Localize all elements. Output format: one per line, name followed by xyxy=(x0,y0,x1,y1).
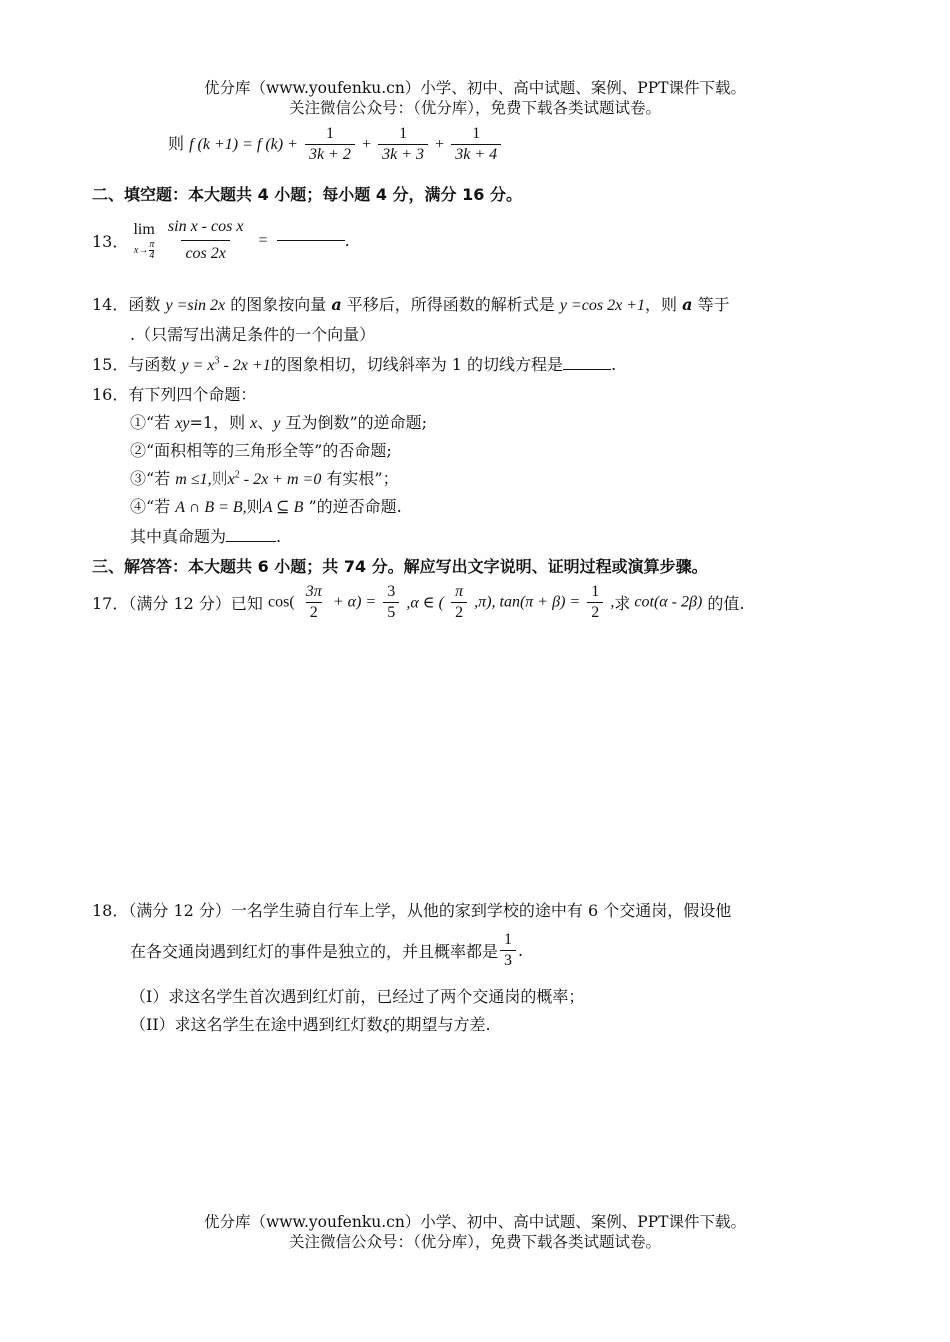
question-17: 17．（满分 12 分）已知 cos( $\frac{3\pi}{2}$ + α) = $\frac{3}{5}$ ,α ∈ ( $\frac{\pi}{2}$ ,π), tan(π + β) = $\frac{1}{2}$ ,求 cot(α - 2β) 的值. xyxy=(92,583,745,621)
question-16: 16．有下列四个命题： xyxy=(92,385,257,404)
proposition-1: ①“若 xy=1，则 x、y 互为倒数”的逆命题; xyxy=(130,413,428,432)
proposition-4: ④“若 A ∩ B = B,则A ⊆ B ”的逆否命题. xyxy=(130,497,402,516)
answer-blank-13[interactable] xyxy=(277,240,345,241)
question-18-line-2: 在各交通岗遇到红灯的事件是独立的，并且概率都是 $\frac{1}{3}$ . xyxy=(130,931,524,969)
fraction-1: $\frac{1}{3k + 2}$ xyxy=(305,124,355,165)
fraction-3: $\frac{1}{3k + 4}$ xyxy=(451,124,501,165)
question-18-part-2: （II）求这名学生在途中遇到红灯数ξ的期望与方差. xyxy=(130,1015,491,1034)
question-18: 18．（满分 12 分）一名学生骑自行车上学，从他的家到学校的途中有 6 个交通岗，假设他 xyxy=(92,901,732,920)
fraction-2: $\frac{1}{3k + 3}$ xyxy=(378,124,428,165)
limit-operator: lim x→ π 4 xyxy=(133,221,155,261)
limit-fraction: $\frac{\text{sin x - cos x}}{\cos 2x}$ xyxy=(164,214,248,267)
section-2-title: 二、填空题：本大题共 4 小题；每小题 4 分，满分 16 分。 xyxy=(92,185,522,204)
footer-line-1: 优分库（www.youfenku.cn）小学、初中、高中试题、案例、PPT课件下载。 xyxy=(203,1213,747,1231)
proposition-2: ②“面积相等的三角形全等”的否命题; xyxy=(130,441,392,460)
question-13: 13． lim x→ π 4 $\frac{\text{sin x - cos x}}{\cos 2x}$ = . xyxy=(92,214,350,267)
question-14: 14．函数 y =sin 2x 的图象按向量 a 平移后，所得函数的解析式是 y =cos 2x +1，则 a 等于 xyxy=(92,295,730,314)
question-16-conclusion: 其中真命题为 . xyxy=(130,527,282,546)
answer-blank-15[interactable] xyxy=(563,369,611,370)
answer-blank-16[interactable] xyxy=(226,541,276,542)
footer-line-2: 关注微信公众号：（优分库），免费下载各类试题试卷。 xyxy=(288,1233,661,1251)
section-3-title: 三、解答答：本大题共 6 小题；共 74 分。解应写出文字说明、证明过程或演算步骤。 xyxy=(92,557,708,576)
proposition-3: ③“若 m ≤1,则$x^2 - 2x + m =0$ 有实根”； xyxy=(130,469,399,488)
question-14-note: .（只需写出满足条件的一个向量） xyxy=(130,325,376,344)
question-18-part-1: （I）求这名学生首次遇到红灯前，已经过了两个交通岗的概率； xyxy=(130,987,585,1006)
previous-formula: 则 f (k +1) = f (k) + $\frac{1}{3k + 2}$ + $\frac{1}{3k + 3}$ + $\frac{1}{3k + 4}$ xyxy=(168,124,503,165)
header-line-2: 关注微信公众号：（优分库），免费下载各类试题试卷。 xyxy=(288,99,661,117)
question-15: 15．与函数 $y = x^3 - 2x +1$的图象相切，切线斜率为 1 的切线方程是 . xyxy=(92,355,617,374)
header-line-1: 优分库（www.youfenku.cn）小学、初中、高中试题、案例、PPT课件下载。 xyxy=(203,79,747,97)
